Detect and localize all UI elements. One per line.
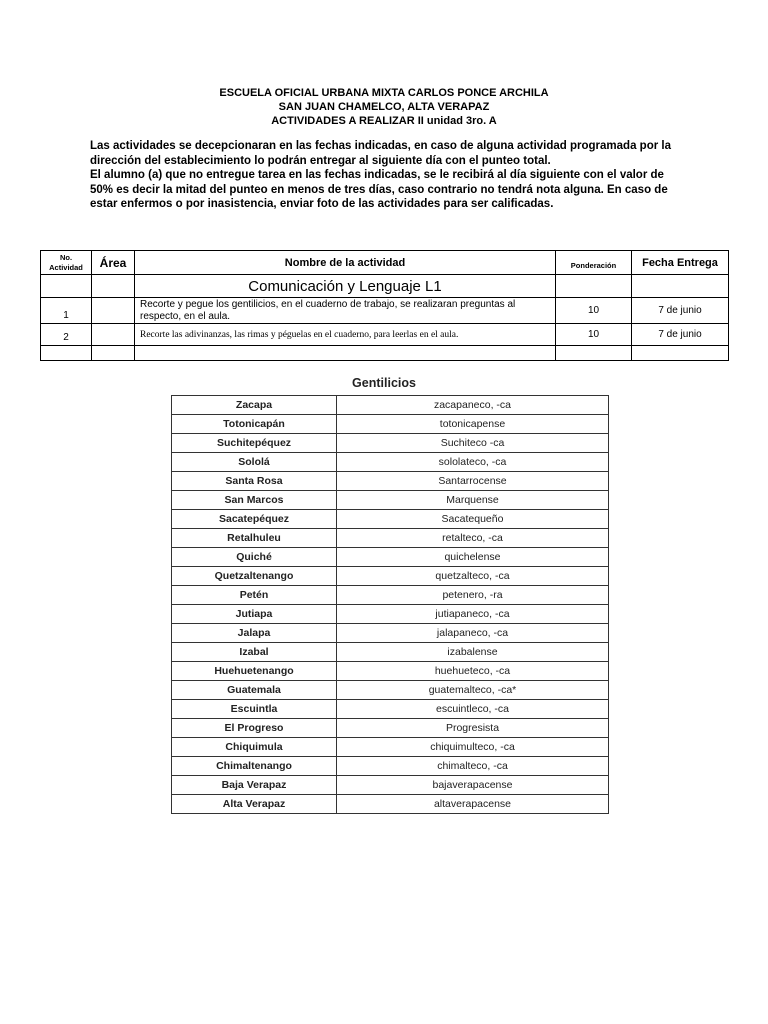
- gentilicio-row: [172, 624, 609, 643]
- gentilicio-row: [172, 700, 609, 719]
- school-name: ESCUELA OFICIAL URBANA MIXTA CARLOS PONCE ARCHILA: [219, 87, 549, 99]
- gentilicio-row: [172, 548, 609, 567]
- departamento-cell: Santa Rosa: [172, 472, 337, 491]
- activity-ponderacion: 10: [556, 298, 632, 324]
- gentilicio-cell: chimalteco, -ca: [337, 757, 609, 776]
- activity-ponderacion: 10: [556, 324, 632, 346]
- header-no-line1: No.: [59, 252, 73, 262]
- header-area: Área: [92, 251, 135, 275]
- gentilicio-row: [172, 567, 609, 586]
- gentilicio-row: [172, 415, 609, 434]
- gentilicios-title: Gentilicios: [352, 376, 416, 390]
- departamento-cell: Quiché: [172, 548, 337, 567]
- gentilicio-cell: jutiapaneco, -ca: [337, 605, 609, 624]
- gentilicio-cell: Marquense: [337, 491, 609, 510]
- gentilicio-cell: sololateco, -ca: [337, 453, 609, 472]
- departamento-cell: Huehuetenango: [172, 662, 337, 681]
- header-fecha-entrega: Fecha Entrega: [632, 251, 729, 275]
- activity-row: [41, 324, 729, 346]
- gentilicio-row: [172, 738, 609, 757]
- school-location: SAN JUAN CHAMELCO, ALTA VERAPAZ: [278, 101, 490, 113]
- gentilicio-cell: bajaverapacense: [337, 776, 609, 795]
- activity-description: Recorte y pegue los gentilicios, en el cuaderno de trabajo, se realizaran preguntas al respecto, en el aula.: [135, 298, 556, 324]
- departamento-cell: Guatemala: [172, 681, 337, 700]
- header-no-actividad: [41, 251, 92, 275]
- gentilicio-cell: retalteco, -ca: [337, 529, 609, 548]
- gentilicio-row: [172, 586, 609, 605]
- gentilicio-cell: guatemalteco, -ca*: [337, 681, 609, 700]
- departamento-cell: Alta Verapaz: [172, 795, 337, 814]
- gentilicio-row: [172, 776, 609, 795]
- gentilicio-row: [172, 757, 609, 776]
- departamento-cell: Izabal: [172, 643, 337, 662]
- gentilicios-table: [171, 395, 609, 814]
- gentilicio-row: [172, 643, 609, 662]
- departamento-cell: Quetzaltenango: [172, 567, 337, 586]
- gentilicio-row: [172, 434, 609, 453]
- departamento-cell: Petén: [172, 586, 337, 605]
- departamento-cell: Jutiapa: [172, 605, 337, 624]
- gentilicio-row: [172, 510, 609, 529]
- instructions-paragraph-2: El alumno (a) que no entregue tarea en las fechas indicadas, se le recibirá al día siguiente con el valor de 50% es decir la mitad del punteo en menos de tres días, caso contrario no tendrá nota alguna. En caso de estar enfermos o por inasistencia, enviar foto de las actividades para ser calificadas.: [90, 169, 668, 210]
- gentilicio-cell: escuintleco, -ca: [337, 700, 609, 719]
- gentilicio-cell: izabalense: [337, 643, 609, 662]
- gentilicio-row: [172, 472, 609, 491]
- departamento-cell: Zacapa: [172, 396, 337, 415]
- departamento-cell: Jalapa: [172, 624, 337, 643]
- activity-row: [41, 298, 729, 324]
- header-ponderacion: Ponderación: [556, 251, 632, 275]
- activity-number: 2: [41, 324, 92, 346]
- departamento-cell: San Marcos: [172, 491, 337, 510]
- instructions-paragraph-1: Las actividades se decepcionaran en las fechas indicadas, en caso de alguna actividad programada por la dirección del establecimiento lo podrán entregar al siguiente día con el punteo total.: [90, 140, 671, 167]
- gentilicio-cell: huehueteco, -ca: [337, 662, 609, 681]
- gentilicio-row: [172, 396, 609, 415]
- gentilicio-row: [172, 662, 609, 681]
- gentilicio-cell: Progresista: [337, 719, 609, 738]
- departamento-cell: Chimaltenango: [172, 757, 337, 776]
- subject-row: [41, 275, 729, 298]
- gentilicio-row: [172, 529, 609, 548]
- departamento-cell: Suchitepéquez: [172, 434, 337, 453]
- gentilicio-cell: petenero, -ra: [337, 586, 609, 605]
- gentilicio-cell: quetzalteco, -ca: [337, 567, 609, 586]
- gentilicio-cell: altaverapacense: [337, 795, 609, 814]
- activity-area: [92, 324, 135, 346]
- activity-description: Recorte las adivinanzas, las rimas y péguelas en el cuaderno, para leerlas en el aula.: [135, 324, 556, 346]
- departamento-cell: Totonicapán: [172, 415, 337, 434]
- gentilicio-row: [172, 605, 609, 624]
- activities-table: [40, 250, 729, 361]
- activity-number: 1: [41, 298, 92, 324]
- departamento-cell: Sololá: [172, 453, 337, 472]
- departamento-cell: Baja Verapaz: [172, 776, 337, 795]
- activity-fecha: 7 de junio: [632, 324, 729, 346]
- header-no-line2: Actividad: [49, 262, 83, 272]
- header-nombre: Nombre de la actividad: [135, 251, 556, 275]
- gentilicio-row: [172, 491, 609, 510]
- activities-header-row: [41, 251, 729, 275]
- gentilicio-cell: jalapaneco, -ca: [337, 624, 609, 643]
- gentilicio-row: [172, 795, 609, 814]
- activity-area: [92, 298, 135, 324]
- gentilicio-cell: zacapaneco, -ca: [337, 396, 609, 415]
- gentilicio-row: [172, 681, 609, 700]
- gentilicio-cell: quichelense: [337, 548, 609, 567]
- empty-row: [41, 346, 729, 361]
- instructions: [90, 139, 690, 212]
- departamento-cell: Retalhuleu: [172, 529, 337, 548]
- gentilicio-cell: chiquimulteco, -ca: [337, 738, 609, 757]
- gentilicio-cell: totonicapense: [337, 415, 609, 434]
- school-header: [0, 86, 768, 128]
- gentilicio-cell: Santarrocense: [337, 472, 609, 491]
- departamento-cell: Escuintla: [172, 700, 337, 719]
- departamento-cell: El Progreso: [172, 719, 337, 738]
- departamento-cell: Chiquimula: [172, 738, 337, 757]
- gentilicio-cell: Sacatequeño: [337, 510, 609, 529]
- departamento-cell: Sacatepéquez: [172, 510, 337, 529]
- subject-name: Comunicación y Lenguaje L1: [135, 275, 556, 298]
- gentilicio-row: [172, 453, 609, 472]
- gentilicio-row: [172, 719, 609, 738]
- gentilicio-cell: Suchiteco -ca: [337, 434, 609, 453]
- activity-fecha: 7 de junio: [632, 298, 729, 324]
- document-title: ACTIVIDADES A REALIZAR II unidad 3ro. A: [271, 115, 497, 127]
